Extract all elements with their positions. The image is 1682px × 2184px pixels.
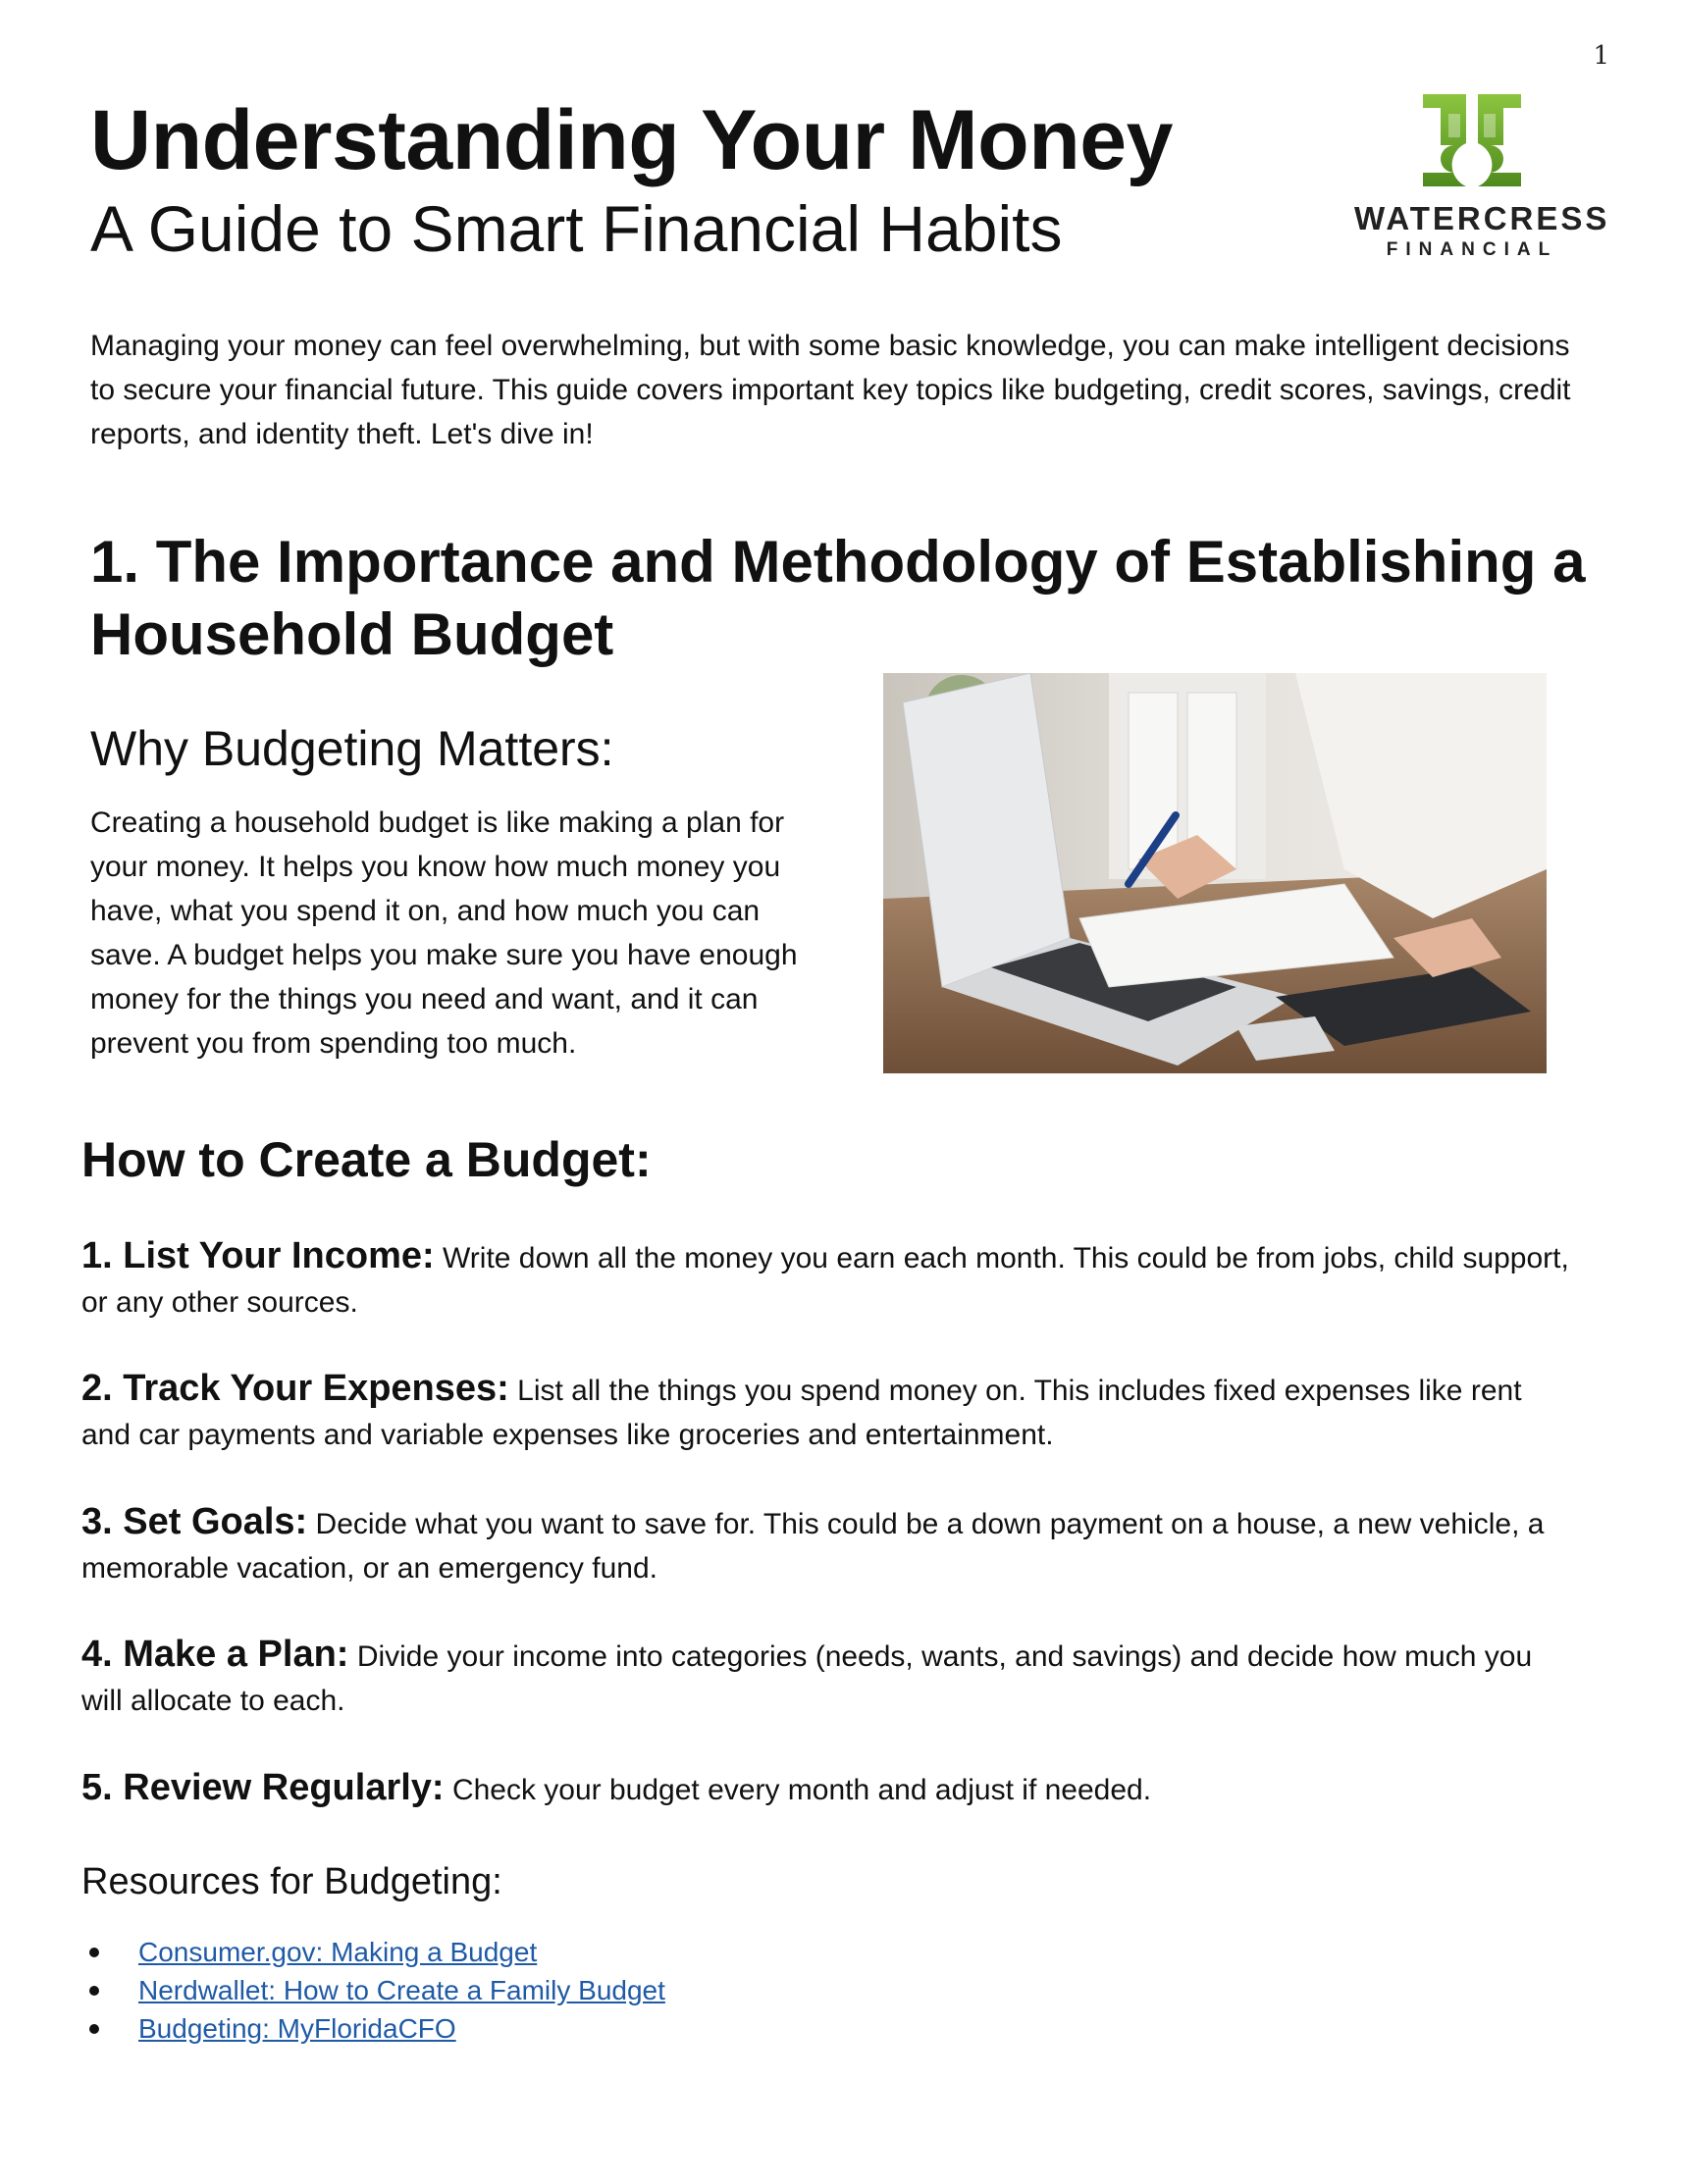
budget-step-text: Check your budget every month and adjust if needed. xyxy=(451,1774,1152,1806)
budget-step-text: List all the things you spend money on. This includes fixed expenses like rent and car payments and variable expenses like groceries and entertainment. xyxy=(81,1375,1522,1451)
page-number: 1 xyxy=(1593,41,1609,71)
list-item xyxy=(81,1971,665,2009)
document-subtitle: A Guide to Smart Financial Habits xyxy=(90,192,1063,265)
resource-link-nerdwallet[interactable]: Nerdwallet: How to Create a Family Budget xyxy=(138,1975,665,2005)
logo-name: WATERCRESS xyxy=(1354,200,1610,236)
section-heading-budget: 1. The Importance and Methodology of Establishing a Household Budget xyxy=(90,529,1586,667)
budget-step-1 xyxy=(81,1234,1573,1325)
budget-step-text: Write down all the money you earn each month. This could be from jobs, child support, or any other sources. xyxy=(81,1242,1569,1319)
intro-paragraph: Managing your money can feel overwhelming, but with some basic knowledge, you can make intelligent decisions to secure your financial future. This guide covers important key topics like budgeting, credit scores, savings, credit reports, and identity theft. Let's dive in! xyxy=(90,330,1571,450)
budget-step-5 xyxy=(81,1766,1573,1812)
resource-link-myfloridacfo[interactable]: Budgeting: MyFloridaCFO xyxy=(138,2013,456,2044)
why-budgeting-heading: Why Budgeting Matters: xyxy=(90,721,614,776)
why-budgeting-body: Creating a household budget is like making a plan for your money. It helps you know how much money you have, what you spend it on, and how much you can save. A budget helps you make sure you have enough money for the things you need and want, and it can prevent you from spending too much. xyxy=(90,806,798,1060)
budgeting-photo xyxy=(883,673,1547,1073)
watercress-logo xyxy=(1354,88,1610,265)
budget-step-2 xyxy=(81,1367,1573,1457)
budget-step-text: Decide what you want to save for. This could be a down payment on a house, a new vehicle, a memorable vacation, or an emergency fund. xyxy=(81,1508,1545,1585)
budget-step-label: 3. Set Goals: xyxy=(81,1501,308,1542)
watercress-leaf-logo-icon xyxy=(1415,88,1529,190)
list-item xyxy=(81,1933,665,1971)
budget-step-3 xyxy=(81,1500,1573,1590)
resources-heading: Resources for Budgeting: xyxy=(81,1861,502,1902)
budget-step-text: Divide your income into categories (needs, wants, and savings) and decide how much you will allocate to each. xyxy=(81,1640,1533,1717)
budget-step-label: 5. Review Regularly: xyxy=(81,1767,445,1808)
budget-step-4 xyxy=(81,1633,1573,1723)
logo-tagline: FINANCIAL xyxy=(1386,239,1558,260)
document-title: Understanding Your Money xyxy=(90,93,1173,187)
resource-link-consumer-gov[interactable]: Consumer.gov: Making a Budget xyxy=(138,1937,538,1967)
budget-step-label: 1. List Your Income: xyxy=(81,1235,435,1276)
budget-step-label: 2. Track Your Expenses: xyxy=(81,1368,509,1409)
budget-step-label: 4. Make a Plan: xyxy=(81,1634,349,1675)
person-with-laptop-and-calculator-photo-icon xyxy=(883,673,1547,1073)
list-item xyxy=(81,2009,665,2048)
resources-list xyxy=(81,1933,665,2048)
how-to-create-budget-heading: How to Create a Budget: xyxy=(81,1132,652,1187)
